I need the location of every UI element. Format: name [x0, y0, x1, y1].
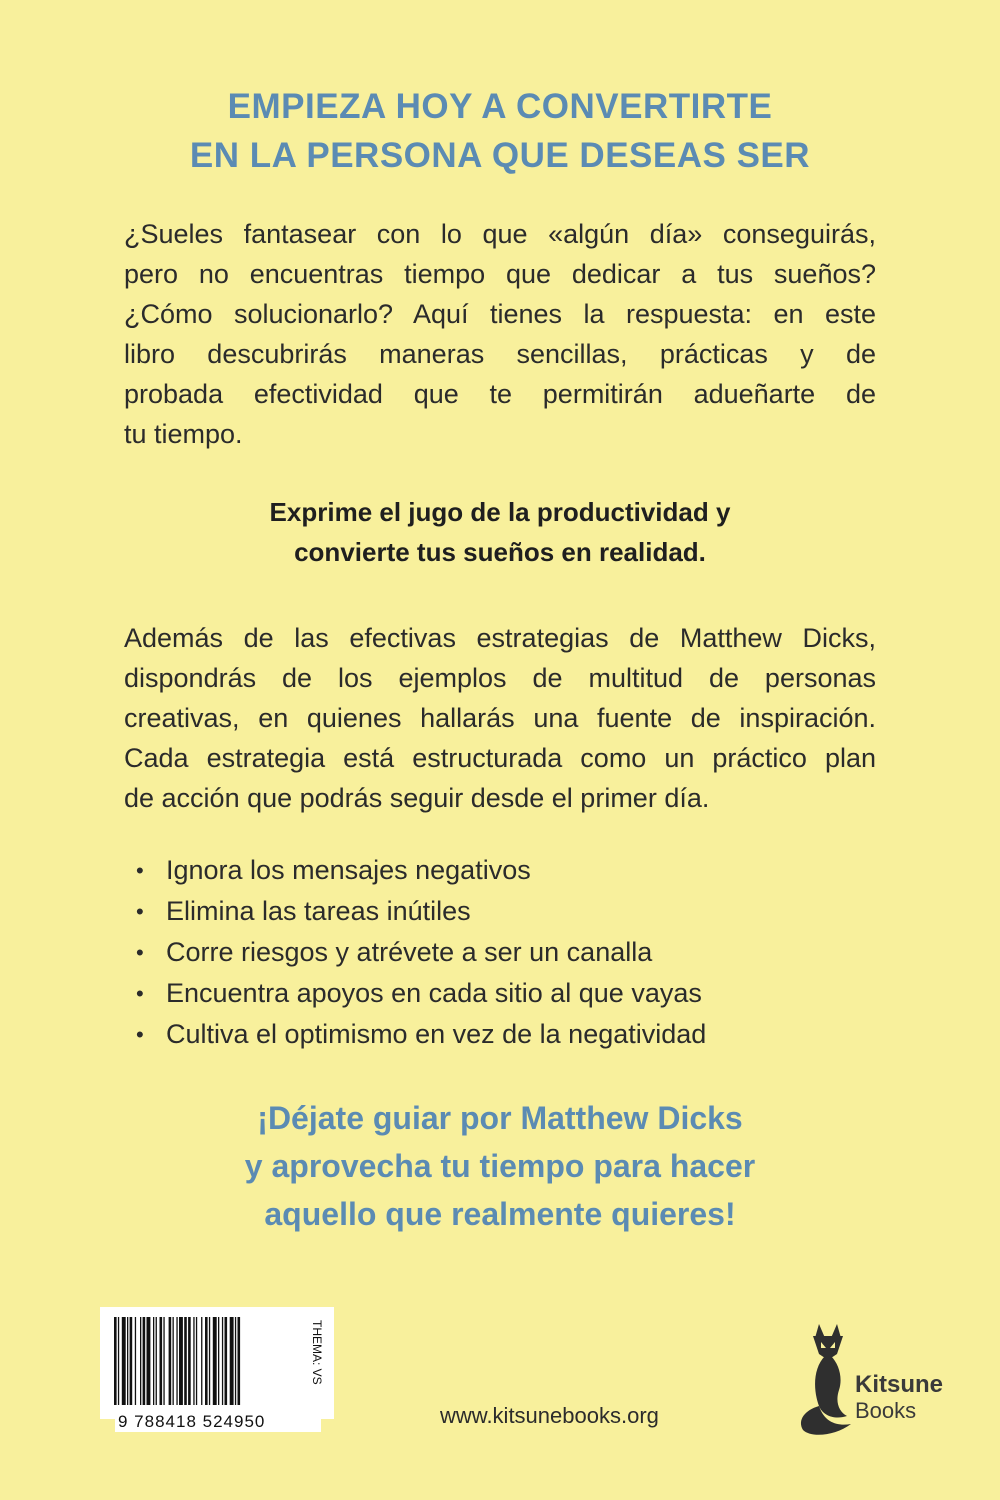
- cta-line-3: aquello que realmente quieres!: [264, 1196, 736, 1232]
- publisher-logo-text: [855, 1372, 943, 1424]
- list-item: [136, 850, 896, 891]
- barcode-bar: [218, 1317, 219, 1405]
- barcode-bar: [135, 1317, 136, 1405]
- barcode-bar: [213, 1317, 217, 1405]
- bullet-icon: •: [136, 858, 144, 883]
- list-item: [136, 932, 896, 973]
- barcode-bar: [153, 1317, 154, 1405]
- barcode-bar: [196, 1317, 197, 1405]
- barcode-bar: [176, 1317, 177, 1405]
- barcode-bar: [225, 1317, 228, 1405]
- barcode-bar: [169, 1317, 172, 1405]
- list-item: [136, 1014, 896, 1055]
- barcode-bar: [179, 1317, 183, 1405]
- headline-line-1: EMPIEZA HOY A CONVERTIRTE: [227, 87, 773, 126]
- barcode-bar: [118, 1317, 119, 1405]
- headline-line-2: EN LA PERSONA QUE DESEAS SER: [189, 136, 811, 175]
- body-line: creativas, en quienes hallarás una fuente de inspiración.: [124, 703, 876, 733]
- body-line: Cada estrategia está estructurada como un práctico plan: [124, 743, 876, 773]
- list-item-text: Ignora los mensajes negativos: [166, 855, 531, 885]
- bullet-icon: •: [136, 981, 144, 1006]
- headline: [100, 82, 900, 180]
- list-item: [136, 973, 896, 1014]
- intro-line: ¿Sueles fantasear con lo que «algún día» conseguirás,: [124, 219, 876, 249]
- intro-line: ¿Cómo solucionarlo? Aquí tienes la respuesta: en este: [124, 299, 876, 329]
- barcode-bar: [201, 1317, 202, 1405]
- bullet-icon: •: [136, 899, 144, 924]
- bullet-icon: •: [136, 1022, 144, 1047]
- barcode: [100, 1307, 334, 1419]
- publisher-name-line-2: Books: [855, 1398, 917, 1423]
- intro-line: tu tiempo.: [124, 419, 243, 449]
- barcode-bar: [156, 1317, 157, 1405]
- list-item-text: Corre riesgos y atrévete a ser un canalla: [166, 937, 653, 967]
- barcode-bar: [222, 1317, 223, 1405]
- intro-line: pero no encuentras tiempo que dedicar a tus sueños?: [124, 259, 876, 289]
- isbn-number: 9 788418 524950: [115, 1412, 321, 1432]
- barcode-bar: [163, 1317, 164, 1405]
- cta-line-2: y aprovecha tu tiempo para hacer: [244, 1148, 756, 1184]
- barcode-bar: [160, 1317, 163, 1405]
- barcode-bar: [193, 1317, 194, 1405]
- list-item-text: Elimina las tareas inútiles: [166, 896, 471, 926]
- barcode-bar: [147, 1317, 151, 1405]
- intro-line: libro descubrirás maneras sencillas, prácticas y de: [124, 339, 876, 369]
- list-item: [136, 891, 896, 932]
- barcode-bars: [110, 1317, 300, 1413]
- barcode-bar: [188, 1317, 191, 1405]
- body-line: de acción que podrás seguir desde el primer día.: [124, 783, 710, 813]
- barcode-bar: [230, 1317, 234, 1405]
- barcode-bar: [173, 1317, 174, 1405]
- publisher-name-line-1: Kitsune: [855, 1371, 944, 1398]
- website-url: www.kitsunebooks.org: [440, 1403, 659, 1428]
- call-to-action: [100, 1094, 900, 1238]
- barcode-bar: [238, 1317, 241, 1405]
- barcode-bar: [184, 1317, 187, 1405]
- barcode-bar: [143, 1317, 146, 1405]
- barcode-bar: [130, 1317, 133, 1405]
- highlight-line-2: convierte tus sueños en realidad.: [294, 537, 706, 567]
- list-item-text: Cultiva el optimismo en vez de la negatividad: [166, 1019, 707, 1049]
- barcode-bar: [122, 1317, 126, 1405]
- body-line: dispondrás de los ejemplos de multitud de personas: [124, 663, 876, 693]
- body-paragraph: [124, 618, 876, 818]
- barcode-bar: [114, 1317, 117, 1405]
- barcode-bar: [235, 1317, 236, 1405]
- intro-paragraph: [124, 214, 876, 454]
- cta-line-1: ¡Déjate guiar por Matthew Dicks: [257, 1100, 743, 1136]
- highlight-text: [100, 492, 900, 572]
- intro-line: probada efectividad que te permitirán adueñarte de: [124, 379, 876, 409]
- list-item-text: Encuentra apoyos en cada sitio al que vayas: [166, 978, 702, 1008]
- bullet-icon: •: [136, 940, 144, 965]
- thema-code: THEMA: VS: [310, 1320, 324, 1385]
- barcode-bar: [127, 1317, 128, 1405]
- barcode-bar: [205, 1317, 208, 1405]
- body-line: Además de las efectivas estrategias de Matthew Dicks,: [124, 623, 876, 653]
- highlight-line-1: Exprime el jugo de la productividad y: [269, 497, 731, 527]
- barcode-bar: [140, 1317, 141, 1405]
- bullet-list: [136, 850, 896, 1055]
- barcode-bar: [209, 1317, 210, 1405]
